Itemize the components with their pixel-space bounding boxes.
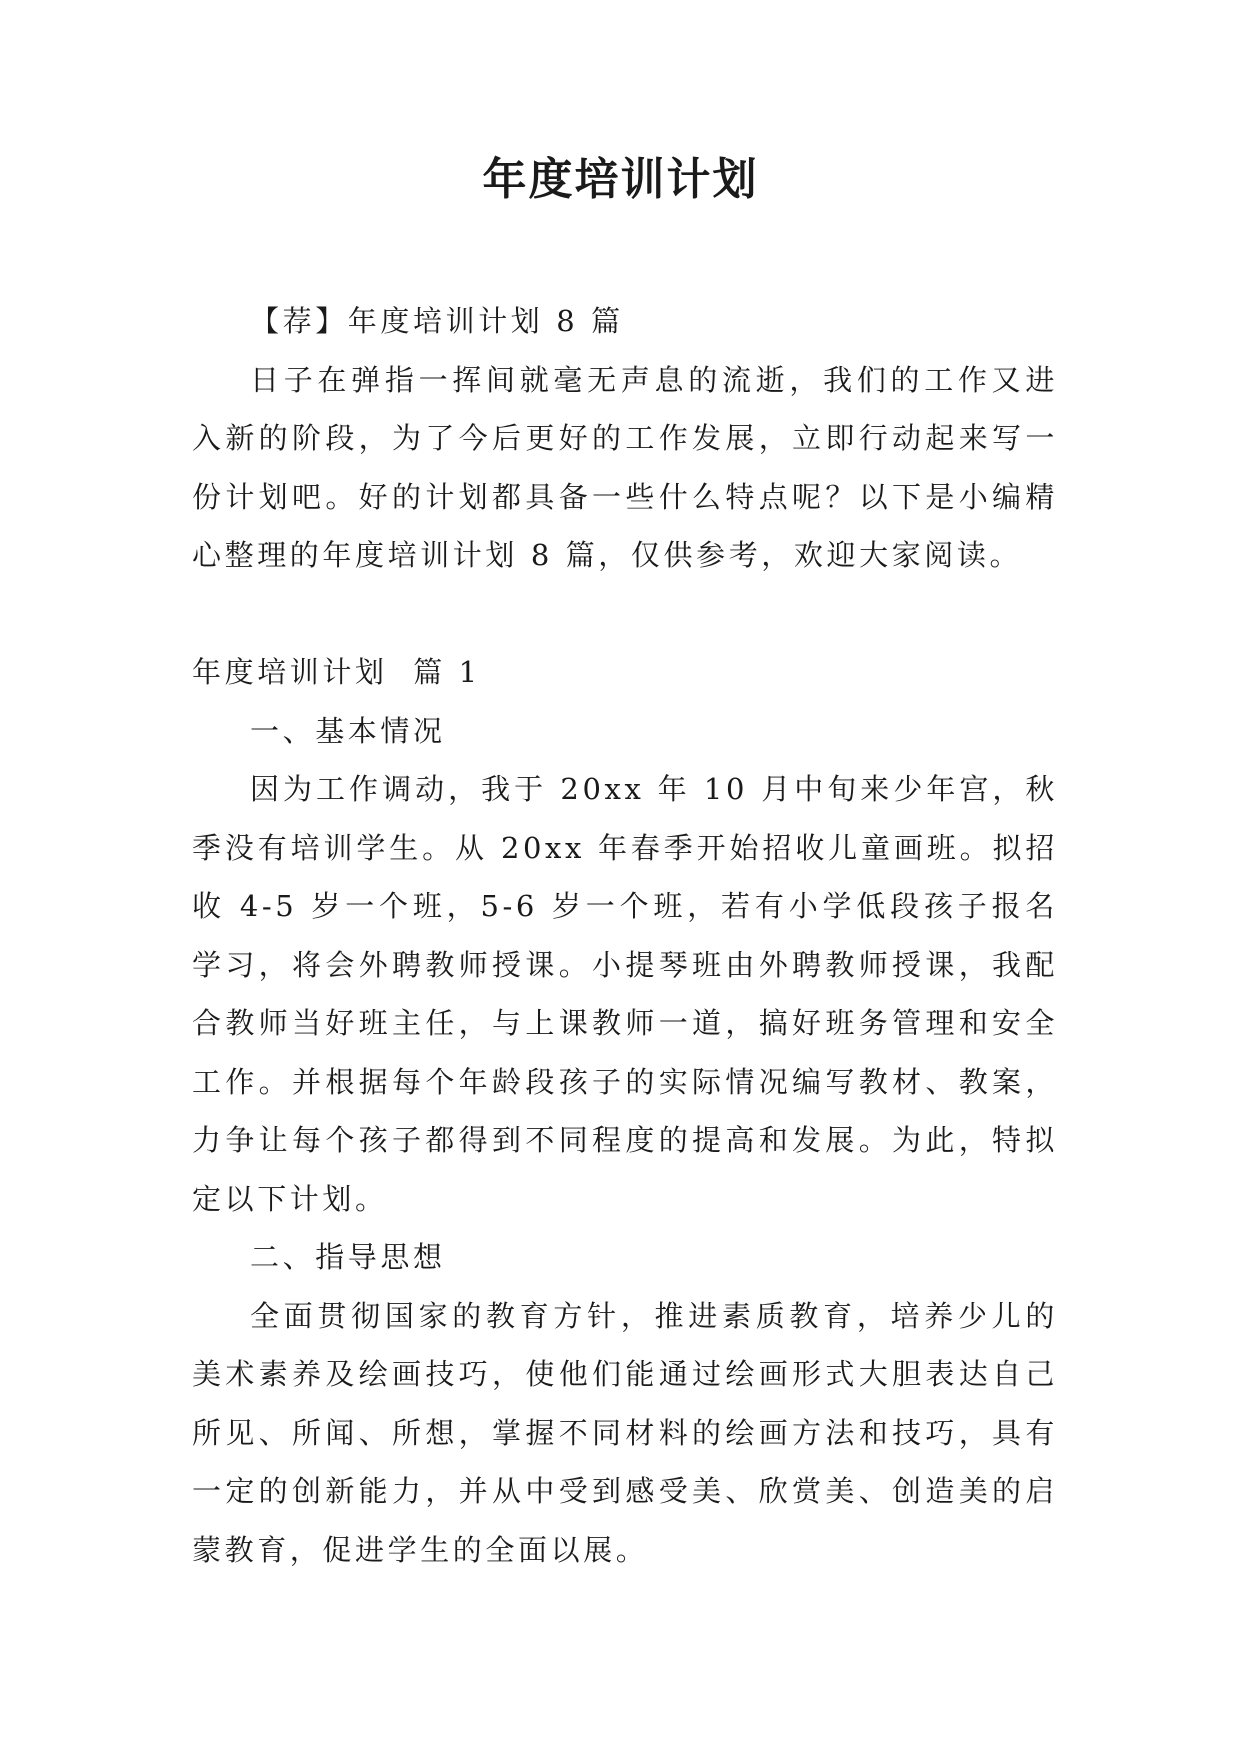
section-heading: 年度培训计划 篇 1 [192, 655, 481, 689]
intro-paragraph: 日子在弹指一挥间就毫无声息的流逝，我们的工作又进入新的阶段，为了今后更好的工作发展，立即行动起来写一份计划吧。好的计划都具备一些什么特点呢？以下是小编精心整理的年度培训计划 8 篇，仅供参考，欢迎大家阅读。 [192, 362, 1058, 572]
part2-paragraph: 全面贯彻国家的教育方针，推进素质教育，培养少儿的美术素养及绘画技巧，使他们能通过绘画形式大胆表达自己所见、所闻、所想，掌握不同材料的绘画方法和技巧，具有一定的创新能力，并从中受到感受美、欣赏美、创造美的启蒙教育，促进学生的全面以展。 [192, 1298, 1058, 1567]
paragraph-gap [192, 585, 1058, 644]
part1-paragraph: 因为工作调动，我于 20xx 年 10 月中旬来少年宫，秋季没有培训学生。从 20xx 年春季开始招收儿童画班。拟招收 4-5 岁一个班，5-6 岁一个班，若有小学低段孩子报名学习，将会外聘教师授课。小提琴班由外聘教师授课，我配合教师当好班主任，与上课教师一道，搞好班务管理和安全工作。并根据每个年龄段孩子的实际情况编写教材、教案，力争让每个孩子都得到不同程度的提高和发展。为此，特拟定以下计划。 [192, 772, 1058, 1216]
part1-title: 一、基本情况 [250, 713, 446, 748]
part2-title: 二、指导思想 [250, 1240, 446, 1274]
recommend-line: 【荐】年度培训计划 8 篇 [250, 304, 624, 338]
document-body [192, 292, 1058, 1579]
document-title: 年度培训计划 [482, 154, 759, 205]
